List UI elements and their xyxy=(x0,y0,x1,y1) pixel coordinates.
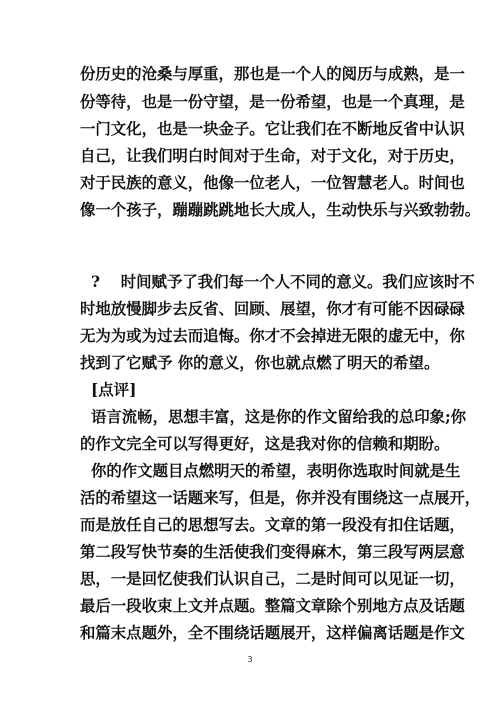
text-line: 自己，让我们明白时间对于生命，对于文化，对于历史， xyxy=(80,147,465,165)
text-line: 无为为或为过去而追悔。你才不会掉进无限的虚无中，你 xyxy=(80,327,465,345)
text-line: 时地放慢脚步去反省、回顾、展望，你才有可能不因碌碌 xyxy=(80,300,465,318)
text-line: 最后一段收束上文并点题。整篇文章除个别地方点及话题 xyxy=(80,597,465,615)
text-line: 的作文完全可以写得更好，这是我对你的信赖和期盼。 xyxy=(80,435,450,453)
text-line: 份等待，也是一份守望，是一份希望，也是一个真理，是 xyxy=(80,93,465,111)
text-line: 语言流畅，思想丰富，这是你的作文留给我的总印象;你 xyxy=(91,408,467,426)
text-line: 像一个孩子，蹦蹦跳跳地长大成人，生动快乐与兴致勃勃。 xyxy=(80,201,481,219)
text-line: 活的希望这一话题来写，但是，你并没有围绕这一点展开， xyxy=(80,489,481,507)
text-line: 思，一是回忆使我们认识自己，二是时间可以见证一切， xyxy=(80,570,465,588)
text-line: 你的作文题目点燃明天的希望，表明你选取时间就是生 xyxy=(91,462,461,480)
text-line: 第二段写快节奏的生活使我们变得麻木，第三段写两层意 xyxy=(80,543,465,561)
text-line: 对于民族的意义，他像一位老人，一位智慧老人。时间也 xyxy=(80,174,465,192)
text-line: 一门文化，也是一块金子。它让我们在不断地反省中认识 xyxy=(80,120,465,138)
page-number: 3 xyxy=(247,655,253,664)
comment-heading: [点评] xyxy=(91,381,137,399)
text-line: ? 时间赋予了我们每一个人不同的意义。我们应该时不 xyxy=(91,273,475,291)
text-line: 而是放任自己的思想写去。文章的第一段没有扣住话题， xyxy=(80,516,465,534)
text-line: 和篇末点题外，全不围绕话题展开，这样偏离话题是作文 xyxy=(80,624,465,642)
text-line: 份历史的沧桑与厚重，那也是一个人的阅历与成熟，是一 xyxy=(80,65,465,83)
text-line: 找到了它赋予 你的意义，你也就点燃了明天的希望。 xyxy=(80,354,440,372)
